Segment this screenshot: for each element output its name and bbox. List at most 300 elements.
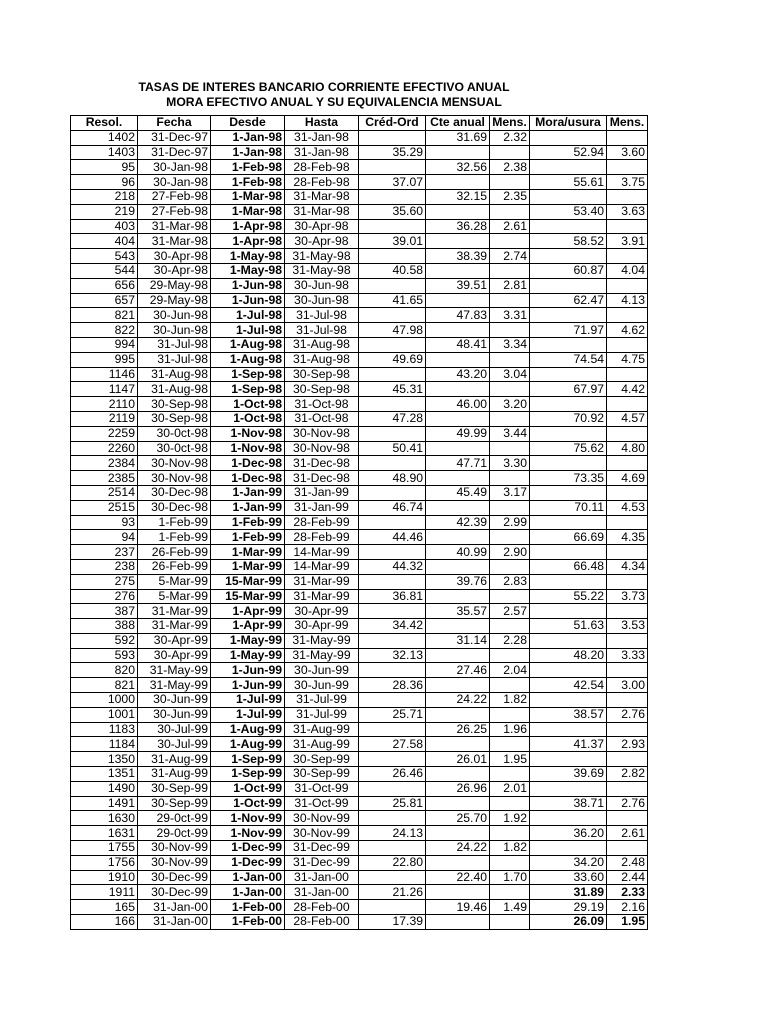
table-row [71, 249, 648, 264]
cell-cte-anual: 19.46 [426, 900, 490, 915]
cell-mens-mora: 2.33 [607, 885, 648, 900]
cell-mens-mora [607, 574, 648, 589]
cell-fecha: 29-May-98 [138, 293, 211, 308]
cell-cte-anual [426, 441, 490, 456]
cell-fecha: 30-Apr-99 [138, 648, 211, 663]
cell-hasta: 31-May-99 [285, 633, 359, 648]
table-row [71, 767, 648, 782]
cell-cred-ord [359, 722, 426, 737]
cell-fecha: 1-Feb-99 [138, 530, 211, 545]
cell-mens-cte [490, 885, 530, 900]
cell-mens-cte: 3.31 [490, 308, 530, 323]
cell-resol: 1630 [71, 811, 138, 826]
cell-mens-mora [607, 841, 648, 856]
cell-cte-anual [426, 234, 490, 249]
cell-hasta: 30-Nov-98 [285, 441, 359, 456]
cell-cred-ord [359, 841, 426, 856]
cell-mora-usura [530, 633, 607, 648]
column-header-mora-usura: Mora/usura [530, 116, 607, 131]
cell-mens-mora [607, 722, 648, 737]
cell-mens-cte [490, 678, 530, 693]
cell-resol: 1351 [71, 767, 138, 782]
cell-desde: 1-Aug-99 [211, 737, 285, 752]
cell-mens-cte [490, 707, 530, 722]
cell-mora-usura: 41.37 [530, 737, 607, 752]
cell-mora-usura: 53.40 [530, 204, 607, 219]
cell-mens-mora: 4.69 [607, 471, 648, 486]
cell-cred-ord: 32.13 [359, 648, 426, 663]
cell-mens-mora [607, 456, 648, 471]
cell-hasta: 28-Feb-00 [285, 915, 359, 930]
cell-mens-mora [607, 426, 648, 441]
cell-cred-ord [359, 337, 426, 352]
cell-cte-anual [426, 411, 490, 426]
cell-cred-ord: 39.01 [359, 234, 426, 249]
cell-mora-usura [530, 249, 607, 264]
cell-resol: 165 [71, 900, 138, 915]
cell-hasta: 28-Feb-00 [285, 900, 359, 915]
table-row [71, 589, 648, 604]
cell-cte-anual [426, 707, 490, 722]
cell-mens-mora [607, 189, 648, 204]
cell-mens-mora: 1.95 [607, 915, 648, 930]
cell-cte-anual: 45.49 [426, 485, 490, 500]
cell-cred-ord: 28.36 [359, 678, 426, 693]
cell-mora-usura [530, 663, 607, 678]
cell-cred-ord: 47.28 [359, 411, 426, 426]
cell-mens-mora [607, 278, 648, 293]
table-row [71, 885, 648, 900]
cell-fecha: 30-Jun-98 [138, 308, 211, 323]
cell-cte-anual: 31.69 [426, 130, 490, 145]
table-row [71, 855, 648, 870]
cell-resol: 1756 [71, 855, 138, 870]
cell-resol: 592 [71, 633, 138, 648]
cell-fecha: 31-Jan-00 [138, 900, 211, 915]
table-row [71, 278, 648, 293]
cell-fecha: 26-Feb-99 [138, 559, 211, 574]
cell-fecha: 31-Jan-00 [138, 915, 211, 930]
table-row [71, 426, 648, 441]
cell-mens-mora [607, 249, 648, 264]
cell-mens-cte: 3.34 [490, 337, 530, 352]
cell-hasta: 30-Nov-99 [285, 811, 359, 826]
cell-resol: 820 [71, 663, 138, 678]
cell-mens-cte [490, 263, 530, 278]
cell-cred-ord: 35.29 [359, 145, 426, 160]
cell-resol: 237 [71, 545, 138, 560]
cell-mens-cte [490, 441, 530, 456]
cell-mora-usura [530, 841, 607, 856]
cell-mens-mora [607, 811, 648, 826]
cell-cred-ord: 41.65 [359, 293, 426, 308]
cell-mens-cte: 2.74 [490, 249, 530, 264]
rates-table [70, 115, 648, 930]
cell-cte-anual: 25.70 [426, 811, 490, 826]
cell-cte-anual: 32.56 [426, 160, 490, 175]
cell-mens-cte [490, 915, 530, 930]
table-body [71, 130, 648, 929]
table-title: TASAS DE INTERES BANCARIO CORRIENTE EFECTIVO ANUAL [138, 80, 510, 94]
cell-fecha: 30-Apr-99 [138, 633, 211, 648]
cell-fecha: 31-Mar-99 [138, 604, 211, 619]
cell-mens-mora [607, 397, 648, 412]
cell-desde: 1-Feb-98 [211, 160, 285, 175]
cell-mens-cte: 2.90 [490, 545, 530, 560]
cell-desde: 1-Oct-98 [211, 411, 285, 426]
table-row [71, 678, 648, 693]
cell-hasta: 31-Dec-98 [285, 456, 359, 471]
cell-cte-anual: 26.01 [426, 752, 490, 767]
cell-cte-anual [426, 648, 490, 663]
cell-mora-usura [530, 189, 607, 204]
table-row [71, 633, 648, 648]
cell-cred-ord: 22.80 [359, 855, 426, 870]
cell-resol: 2119 [71, 411, 138, 426]
cell-fecha: 30-Sep-99 [138, 781, 211, 796]
cell-mora-usura: 39.69 [530, 767, 607, 782]
cell-resol: 219 [71, 204, 138, 219]
cell-resol: 2259 [71, 426, 138, 441]
cell-fecha: 30-0ct-98 [138, 426, 211, 441]
cell-desde: 1-Jan-98 [211, 130, 285, 145]
cell-mens-cte [490, 500, 530, 515]
cell-mens-cte: 2.38 [490, 160, 530, 175]
cell-mora-usura: 34.20 [530, 855, 607, 870]
cell-fecha: 30-Dec-98 [138, 500, 211, 515]
cell-fecha: 30-Jun-98 [138, 323, 211, 338]
cell-resol: 218 [71, 189, 138, 204]
cell-cte-anual [426, 382, 490, 397]
cell-mens-cte [490, 471, 530, 486]
cell-hasta: 31-Jul-98 [285, 323, 359, 338]
cell-hasta: 14-Mar-99 [285, 545, 359, 560]
cell-fecha: 30-Apr-98 [138, 249, 211, 264]
cell-hasta: 31-Jul-99 [285, 707, 359, 722]
cell-mora-usura: 74.54 [530, 352, 607, 367]
cell-mens-cte: 1.95 [490, 752, 530, 767]
cell-desde: 1-Dec-99 [211, 855, 285, 870]
cell-mens-mora: 2.93 [607, 737, 648, 752]
table-header-row [71, 116, 648, 131]
cell-mens-cte: 1.92 [490, 811, 530, 826]
table-row [71, 737, 648, 752]
cell-resol: 275 [71, 574, 138, 589]
table-row [71, 574, 648, 589]
cell-desde: 1-Feb-00 [211, 915, 285, 930]
table-row [71, 648, 648, 663]
cell-mora-usura [530, 337, 607, 352]
cell-fecha: 30-Apr-98 [138, 263, 211, 278]
cell-cred-ord: 44.46 [359, 530, 426, 545]
cell-fecha: 29-May-98 [138, 278, 211, 293]
cell-desde: 1-Aug-98 [211, 352, 285, 367]
cell-mens-mora: 4.53 [607, 500, 648, 515]
cell-mens-cte: 1.70 [490, 870, 530, 885]
cell-hasta: 31-May-98 [285, 263, 359, 278]
cell-mens-cte [490, 204, 530, 219]
cell-mens-cte [490, 411, 530, 426]
table-row [71, 545, 648, 560]
cell-cte-anual: 32.15 [426, 189, 490, 204]
cell-cred-ord [359, 633, 426, 648]
cell-desde: 1-Nov-99 [211, 811, 285, 826]
table-row [71, 900, 648, 915]
table-row [71, 781, 648, 796]
column-header-cred-ord: Créd-Ord [359, 116, 426, 131]
cell-resol: 821 [71, 308, 138, 323]
cell-cred-ord: 37.07 [359, 175, 426, 190]
cell-mora-usura: 55.61 [530, 175, 607, 190]
cell-fecha: 30-0ct-98 [138, 441, 211, 456]
column-header-cte-anual: Cte anual [426, 116, 490, 131]
cell-cred-ord [359, 752, 426, 767]
cell-desde: 1-Nov-98 [211, 441, 285, 456]
cell-resol: 656 [71, 278, 138, 293]
cell-hasta: 31-Dec-99 [285, 841, 359, 856]
cell-desde: 1-Feb-00 [211, 900, 285, 915]
table-row [71, 441, 648, 456]
cell-hasta: 31-Jul-98 [285, 308, 359, 323]
cell-hasta: 31-Mar-99 [285, 574, 359, 589]
cell-mora-usura: 51.63 [530, 619, 607, 634]
cell-fecha: 30-Jul-99 [138, 737, 211, 752]
cell-desde: 1-May-99 [211, 648, 285, 663]
cell-resol: 1910 [71, 870, 138, 885]
cell-resol: 238 [71, 559, 138, 574]
cell-fecha: 31-Aug-99 [138, 767, 211, 782]
cell-hasta: 30-Sep-98 [285, 367, 359, 382]
cell-desde: 1-Feb-99 [211, 530, 285, 545]
cell-desde: 1-Jan-99 [211, 500, 285, 515]
cell-mens-cte: 3.04 [490, 367, 530, 382]
cell-desde: 1-Dec-98 [211, 471, 285, 486]
cell-mens-mora: 2.44 [607, 870, 648, 885]
cell-cred-ord: 17.39 [359, 915, 426, 930]
cell-resol: 995 [71, 352, 138, 367]
cell-mens-cte [490, 559, 530, 574]
table-row [71, 500, 648, 515]
cell-cte-anual: 38.39 [426, 249, 490, 264]
cell-mora-usura: 67.97 [530, 382, 607, 397]
cell-cte-anual: 31.14 [426, 633, 490, 648]
table-row [71, 308, 648, 323]
cell-mora-usura [530, 160, 607, 175]
cell-cred-ord: 50.41 [359, 441, 426, 456]
cell-mens-mora [607, 485, 648, 500]
column-header-hasta: Hasta [285, 116, 359, 131]
cell-mens-mora: 3.91 [607, 234, 648, 249]
cell-resol: 94 [71, 530, 138, 545]
cell-mens-mora [607, 693, 648, 708]
cell-fecha: 29-0ct-99 [138, 826, 211, 841]
cell-fecha: 30-Dec-98 [138, 485, 211, 500]
cell-desde: 15-Mar-99 [211, 589, 285, 604]
cell-desde: 1-Jul-98 [211, 323, 285, 338]
cell-mens-cte [490, 293, 530, 308]
cell-mens-cte [490, 648, 530, 663]
cell-fecha: 30-Jan-98 [138, 160, 211, 175]
table-row [71, 752, 648, 767]
cell-fecha: 30-Nov-99 [138, 841, 211, 856]
cell-cte-anual: 36.28 [426, 219, 490, 234]
cell-cte-anual: 22.40 [426, 870, 490, 885]
cell-cred-ord [359, 485, 426, 500]
cell-resol: 1490 [71, 781, 138, 796]
cell-mens-mora: 2.76 [607, 707, 648, 722]
cell-desde: 1-Dec-99 [211, 841, 285, 856]
cell-mens-cte: 1.82 [490, 693, 530, 708]
cell-resol: 1184 [71, 737, 138, 752]
cell-mens-cte: 1.49 [490, 900, 530, 915]
cell-mora-usura [530, 426, 607, 441]
cell-hasta: 30-Sep-98 [285, 382, 359, 397]
cell-mens-cte: 2.01 [490, 781, 530, 796]
cell-mora-usura [530, 604, 607, 619]
cell-mens-mora [607, 337, 648, 352]
table-row [71, 397, 648, 412]
cell-resol: 1183 [71, 722, 138, 737]
cell-mora-usura [530, 130, 607, 145]
cell-mora-usura: 55.22 [530, 589, 607, 604]
cell-resol: 2384 [71, 456, 138, 471]
cell-cred-ord [359, 397, 426, 412]
table-row [71, 604, 648, 619]
cell-resol: 95 [71, 160, 138, 175]
cell-cred-ord [359, 515, 426, 530]
cell-fecha: 30-Dec-99 [138, 870, 211, 885]
cell-resol: 2385 [71, 471, 138, 486]
cell-cred-ord [359, 278, 426, 293]
cell-desde: 1-Apr-99 [211, 619, 285, 634]
cell-mens-mora [607, 604, 648, 619]
cell-desde: 1-Feb-98 [211, 175, 285, 190]
cell-resol: 1146 [71, 367, 138, 382]
cell-mens-cte [490, 855, 530, 870]
cell-mens-cte: 2.99 [490, 515, 530, 530]
cell-hasta: 31-Aug-98 [285, 337, 359, 352]
cell-cred-ord [359, 219, 426, 234]
table-row [71, 382, 648, 397]
cell-cte-anual [426, 619, 490, 634]
cell-desde: 1-Jan-00 [211, 885, 285, 900]
cell-mora-usura [530, 219, 607, 234]
cell-cte-anual [426, 855, 490, 870]
table-row [71, 663, 648, 678]
cell-mora-usura [530, 278, 607, 293]
cell-fecha: 31-Mar-98 [138, 219, 211, 234]
cell-mora-usura: 60.87 [530, 263, 607, 278]
cell-mens-mora [607, 130, 648, 145]
cell-mora-usura: 66.48 [530, 559, 607, 574]
cell-mora-usura: 26.09 [530, 915, 607, 930]
cell-mora-usura: 75.62 [530, 441, 607, 456]
cell-resol: 387 [71, 604, 138, 619]
cell-mens-mora [607, 663, 648, 678]
cell-desde: 1-Jan-99 [211, 485, 285, 500]
cell-hasta: 31-May-99 [285, 648, 359, 663]
cell-fecha: 31-Dec-97 [138, 145, 211, 160]
cell-cred-ord: 21.26 [359, 885, 426, 900]
cell-fecha: 30-Dec-99 [138, 885, 211, 900]
cell-cred-ord: 44.32 [359, 559, 426, 574]
cell-desde: 1-Jul-99 [211, 707, 285, 722]
cell-cte-anual [426, 145, 490, 160]
cell-mens-mora: 2.76 [607, 796, 648, 811]
cell-desde: 1-Jan-98 [211, 145, 285, 160]
cell-fecha: 30-Jan-98 [138, 175, 211, 190]
cell-hasta: 31-Mar-98 [285, 189, 359, 204]
cell-mora-usura: 38.57 [530, 707, 607, 722]
cell-mens-cte [490, 145, 530, 160]
cell-mora-usura [530, 397, 607, 412]
cell-hasta: 31-Jan-98 [285, 130, 359, 145]
table-row [71, 915, 648, 930]
cell-hasta: 30-Apr-98 [285, 219, 359, 234]
cell-mora-usura: 36.20 [530, 826, 607, 841]
cell-mens-mora [607, 367, 648, 382]
cell-mens-mora: 4.04 [607, 263, 648, 278]
cell-mora-usura [530, 574, 607, 589]
cell-desde: 1-Jun-99 [211, 678, 285, 693]
cell-cred-ord [359, 900, 426, 915]
cell-cred-ord [359, 130, 426, 145]
cell-desde: 1-Feb-99 [211, 515, 285, 530]
cell-fecha: 30-Nov-99 [138, 855, 211, 870]
cell-mora-usura: 70.92 [530, 411, 607, 426]
cell-resol: 2515 [71, 500, 138, 515]
cell-desde: 1-May-98 [211, 263, 285, 278]
cell-resol: 593 [71, 648, 138, 663]
cell-mora-usura [530, 811, 607, 826]
table-row [71, 722, 648, 737]
table-row [71, 870, 648, 885]
cell-hasta: 30-Jun-99 [285, 678, 359, 693]
table-row [71, 352, 648, 367]
cell-mora-usura [530, 485, 607, 500]
cell-mens-mora: 4.57 [607, 411, 648, 426]
cell-resol: 1000 [71, 693, 138, 708]
table-row [71, 189, 648, 204]
table-row [71, 234, 648, 249]
cell-cred-ord: 46.74 [359, 500, 426, 515]
cell-mora-usura [530, 752, 607, 767]
cell-hasta: 28-Feb-98 [285, 175, 359, 190]
cell-resol: 1755 [71, 841, 138, 856]
cell-mora-usura: 52.94 [530, 145, 607, 160]
cell-cred-ord: 27.58 [359, 737, 426, 752]
cell-hasta: 31-Oct-99 [285, 796, 359, 811]
cell-mens-cte [490, 619, 530, 634]
cell-fecha: 31-Dec-97 [138, 130, 211, 145]
cell-mens-mora [607, 781, 648, 796]
cell-desde: 1-Mar-99 [211, 559, 285, 574]
cell-mens-mora: 4.13 [607, 293, 648, 308]
table-row [71, 515, 648, 530]
cell-mens-mora: 4.42 [607, 382, 648, 397]
cell-cred-ord: 45.31 [359, 382, 426, 397]
cell-cte-anual: 49.99 [426, 426, 490, 441]
cell-cte-anual [426, 471, 490, 486]
cell-hasta: 31-Aug-99 [285, 737, 359, 752]
cell-cred-ord [359, 545, 426, 560]
cell-desde: 1-Aug-99 [211, 722, 285, 737]
cell-mens-mora [607, 545, 648, 560]
cell-cte-anual [426, 323, 490, 338]
cell-cte-anual: 43.20 [426, 367, 490, 382]
cell-cte-anual [426, 293, 490, 308]
cell-hasta: 28-Feb-99 [285, 515, 359, 530]
